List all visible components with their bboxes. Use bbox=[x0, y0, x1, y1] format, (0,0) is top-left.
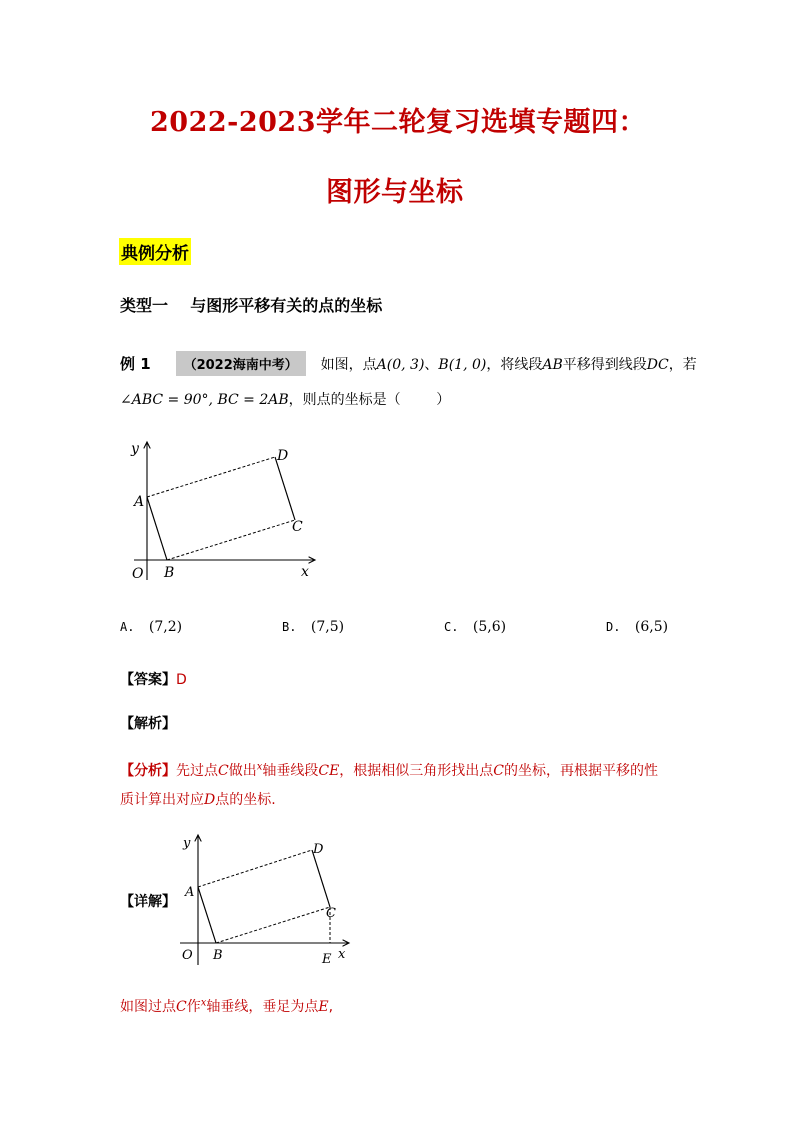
segment-ab: AB bbox=[542, 357, 563, 373]
segment-bc-dashed bbox=[216, 907, 330, 943]
var-d: D bbox=[204, 792, 216, 808]
label-e: E bbox=[322, 952, 332, 967]
var-c: C bbox=[493, 763, 505, 779]
stem-text: ，将线段 bbox=[486, 357, 543, 373]
section-label: 典例分析 bbox=[119, 238, 191, 265]
stem-text: ，若 bbox=[668, 357, 697, 373]
option-b-value: (7,5) bbox=[310, 619, 345, 635]
point-b: B(1, 0) bbox=[438, 357, 487, 373]
segment-dc-line bbox=[275, 457, 295, 520]
option-a-value: (7,2) bbox=[148, 619, 183, 635]
stem-text: ，则点的坐标是（ ） bbox=[288, 392, 451, 408]
answer-value: D bbox=[176, 672, 187, 688]
option-c-letter: C. bbox=[444, 620, 459, 634]
stem-sep: 、 bbox=[424, 357, 439, 373]
var-e: E bbox=[318, 999, 329, 1015]
analysis-heading: 【解析】 bbox=[120, 716, 176, 732]
example-stem-line1 bbox=[120, 351, 697, 376]
type-heading: 类型一 与图形平移有关的点的坐标 bbox=[120, 296, 383, 315]
var-ce: CE bbox=[318, 763, 340, 779]
option-a-letter: A. bbox=[120, 620, 135, 634]
source-tag: （2022海南中考） bbox=[176, 351, 306, 376]
solution-line1 bbox=[120, 996, 333, 1016]
segment-dc-line bbox=[312, 850, 330, 907]
analysis-line2 bbox=[120, 789, 276, 809]
example-stem-line2 bbox=[120, 389, 450, 409]
label-y: y bbox=[131, 441, 139, 457]
analysis-text: 先过点 bbox=[176, 763, 218, 779]
segment-ab-line bbox=[198, 887, 216, 943]
detail-label: 【详解】 bbox=[120, 894, 176, 910]
analysis-label: 【分析】 bbox=[120, 763, 176, 779]
segment-ad-dashed bbox=[147, 457, 275, 497]
figure-coordinate-rectangle-with-perpendicular bbox=[172, 830, 352, 970]
point-a: A(0, 3) bbox=[376, 357, 425, 373]
label-o: O bbox=[182, 948, 193, 963]
label-a: A bbox=[185, 885, 195, 900]
analysis-text: 质计算出对应 bbox=[120, 792, 204, 808]
option-b-letter: B. bbox=[282, 620, 297, 634]
analysis-text: 点的坐标. bbox=[215, 792, 276, 808]
option-c[interactable] bbox=[444, 619, 506, 635]
segment-dc: DC bbox=[646, 357, 669, 373]
analysis-line1 bbox=[120, 760, 658, 780]
answer bbox=[120, 669, 187, 689]
option-d-value: (6,5) bbox=[634, 619, 669, 635]
option-c-value: (5,6) bbox=[472, 619, 507, 635]
analysis-text: ，根据相似三角形找出点 bbox=[339, 763, 494, 779]
label-y: y bbox=[183, 836, 191, 851]
analysis-text: 的坐标，再根据平移的性 bbox=[504, 763, 659, 779]
answer-label: 【答案】 bbox=[120, 672, 176, 688]
label-c: C bbox=[326, 906, 336, 921]
analysis-text: 做出 bbox=[228, 763, 257, 779]
var-c: C bbox=[218, 763, 229, 779]
label-a: A bbox=[134, 494, 145, 510]
label-x: x bbox=[301, 564, 309, 580]
segment-ab-line bbox=[147, 497, 167, 560]
var-c: C bbox=[176, 999, 187, 1015]
option-a[interactable] bbox=[120, 619, 182, 635]
label-o: O bbox=[132, 566, 144, 582]
page-title-line1: 2022-2023学年二轮复习选填专题四： bbox=[150, 107, 646, 138]
label-x: x bbox=[338, 947, 346, 962]
option-d-letter: D. bbox=[606, 620, 621, 634]
condition: ∠ABC = 90°, BC = 2AB bbox=[120, 392, 289, 408]
page-title-line2: 图形与坐标 bbox=[326, 177, 464, 208]
segment-bc-dashed bbox=[167, 520, 295, 560]
stem-text: 平移得到线段 bbox=[562, 357, 647, 373]
solution-text: 如图过点 bbox=[120, 999, 176, 1015]
var-x: x bbox=[256, 761, 263, 773]
analysis-text: 轴垂线段 bbox=[262, 763, 319, 779]
solution-text: , bbox=[328, 999, 334, 1015]
label-d: D bbox=[313, 842, 324, 857]
label-b: B bbox=[164, 565, 175, 581]
figure-coordinate-rectangle bbox=[120, 432, 320, 582]
label-d: D bbox=[277, 448, 289, 464]
var-x: x bbox=[200, 997, 207, 1009]
solution-text: 轴垂线，垂足为点 bbox=[206, 999, 319, 1015]
segment-ad-dashed bbox=[198, 850, 312, 887]
solution-text: 作 bbox=[186, 999, 201, 1015]
stem-text: 如图，点 bbox=[320, 357, 377, 373]
option-b[interactable] bbox=[282, 619, 344, 635]
label-b: B bbox=[213, 948, 223, 963]
label-c: C bbox=[292, 519, 303, 535]
example-label: 例 1 bbox=[120, 355, 151, 373]
option-d[interactable] bbox=[606, 619, 668, 635]
